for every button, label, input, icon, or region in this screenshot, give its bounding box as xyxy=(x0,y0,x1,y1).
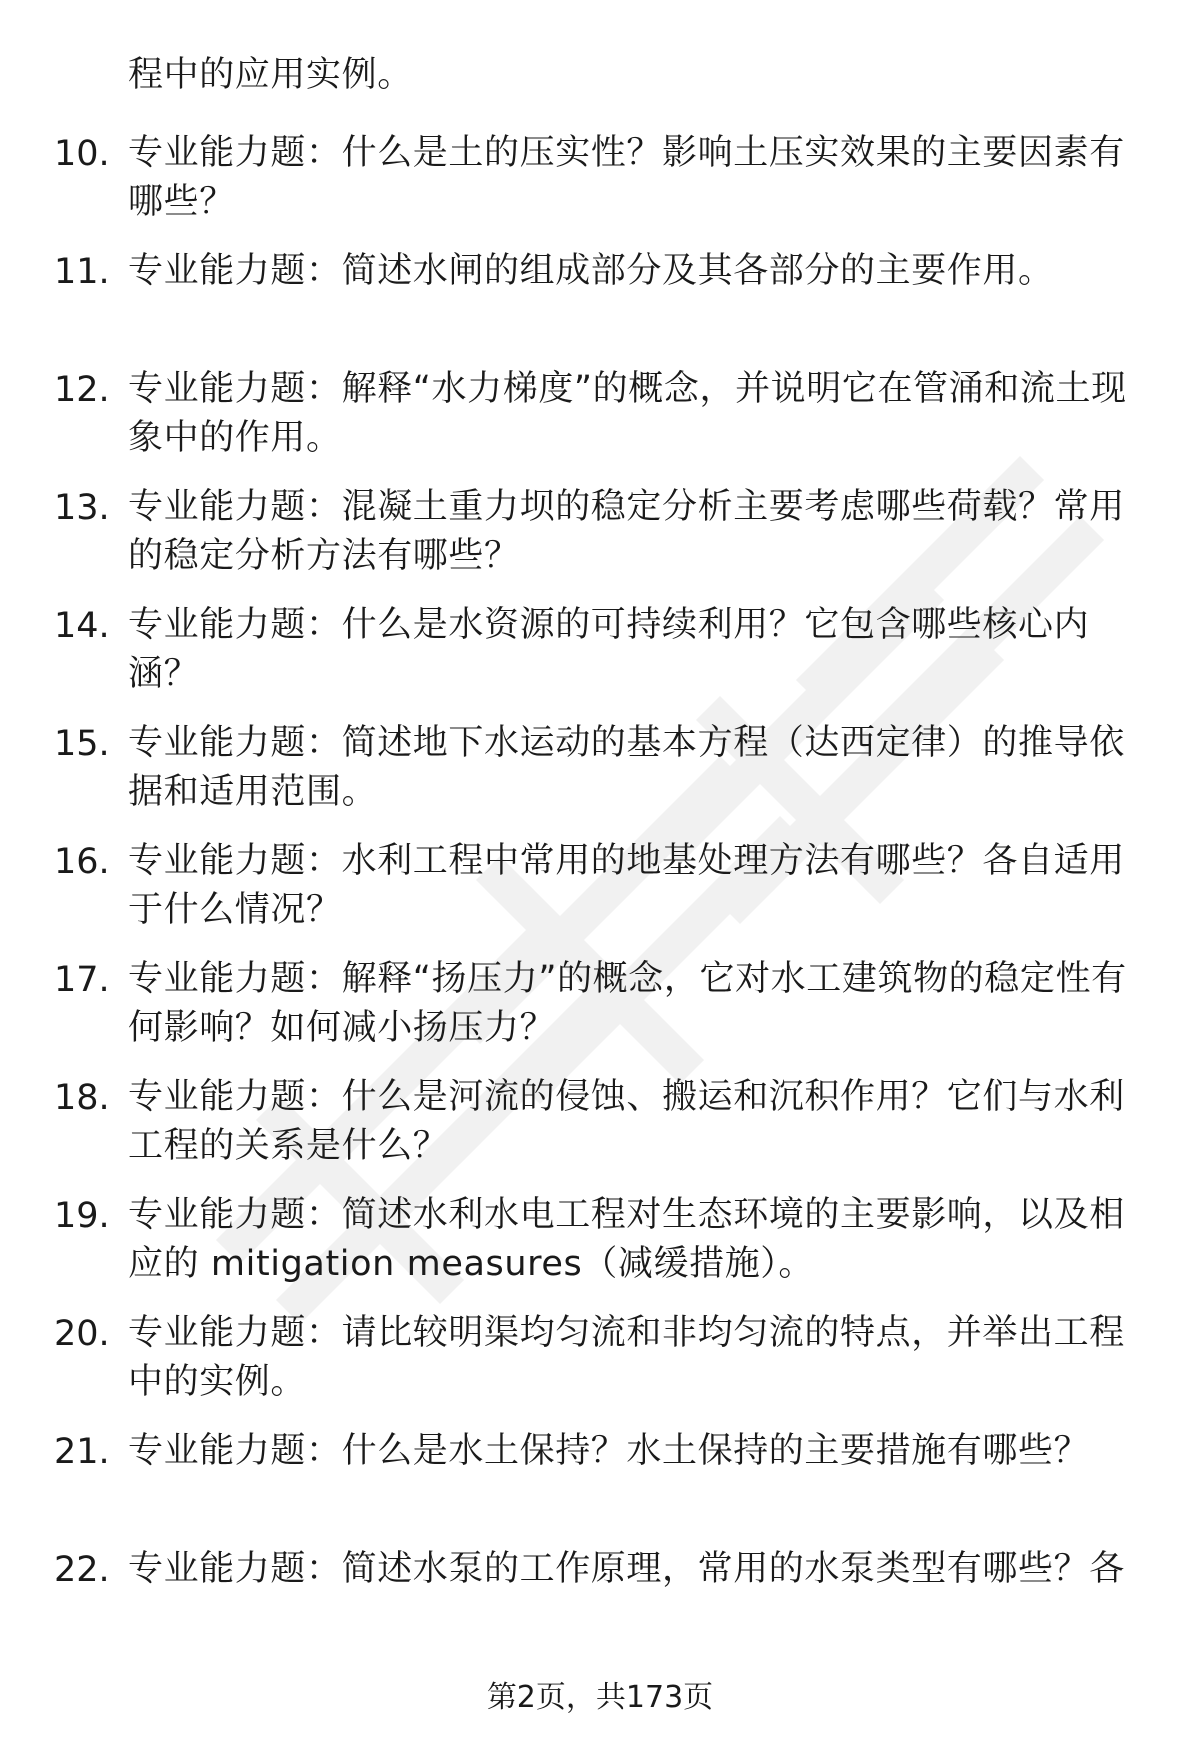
question-number: 12. xyxy=(54,370,110,410)
question-text: 专业能力题：简述地下水运动的基本方程（达西定律）的推导依据和适用范围。 xyxy=(128,723,1125,812)
question-text: 专业能力题：什么是土的压实性？影响土压实效果的主要因素有哪些？ xyxy=(128,133,1125,222)
question-number: 11. xyxy=(54,252,110,292)
question-text: 专业能力题：水利工程中常用的地基处理方法有哪些？各自适用于什么情况？ xyxy=(128,841,1125,930)
question-text: 专业能力题：解释“扬压力”的概念，它对水工建筑物的稳定性有何影响？如何减小扬压力？ xyxy=(128,959,1127,1048)
question-text: 专业能力题：解释“水力梯度”的概念，并说明它在管涌和流土现象中的作用。 xyxy=(128,369,1127,458)
question-number: 14. xyxy=(54,606,110,646)
question-text: 专业能力题：请比较明渠均匀流和非均匀流的特点，并举出工程中的实例。 xyxy=(128,1313,1125,1402)
question-number: 10. xyxy=(54,134,110,174)
question-text: 专业能力题：简述水闸的组成部分及其各部分的主要作用。 xyxy=(128,251,1054,291)
question-number: 13. xyxy=(54,488,110,528)
question-text: 专业能力题：简述水利水电工程对生态环境的主要影响，以及相应的 mitigation measures（减缓措施）。 xyxy=(128,1195,1125,1284)
page-footer: 第2页，共173页 xyxy=(486,1680,714,1715)
question-text: 专业能力题：混凝土重力坝的稳定分析主要考虑哪些荷载？常用的稳定分析方法有哪些？ xyxy=(128,487,1125,576)
question-number: 16. xyxy=(54,842,110,882)
question-number: 17. xyxy=(54,960,110,1000)
question-text: 专业能力题：简述水泵的工作原理，常用的水泵类型有哪些？各 xyxy=(128,1549,1125,1589)
question-number: 21. xyxy=(54,1432,110,1472)
question-number: 18. xyxy=(54,1078,110,1118)
question-text: 专业能力题：什么是水土保持？水土保持的主要措施有哪些？ xyxy=(128,1431,1090,1471)
question-number: 20. xyxy=(54,1314,110,1354)
question-number: 19. xyxy=(54,1196,110,1236)
continuation-line: 程中的应用实例。 xyxy=(128,55,413,95)
question-text: 专业能力题：什么是水资源的可持续利用？它包含哪些核心内涵？ xyxy=(128,605,1090,694)
question-number: 22. xyxy=(54,1550,110,1590)
question-text: 专业能力题：什么是河流的侵蚀、搬运和沉积作用？它们与水利工程的关系是什么？ xyxy=(128,1077,1125,1166)
question-number: 15. xyxy=(54,724,110,764)
